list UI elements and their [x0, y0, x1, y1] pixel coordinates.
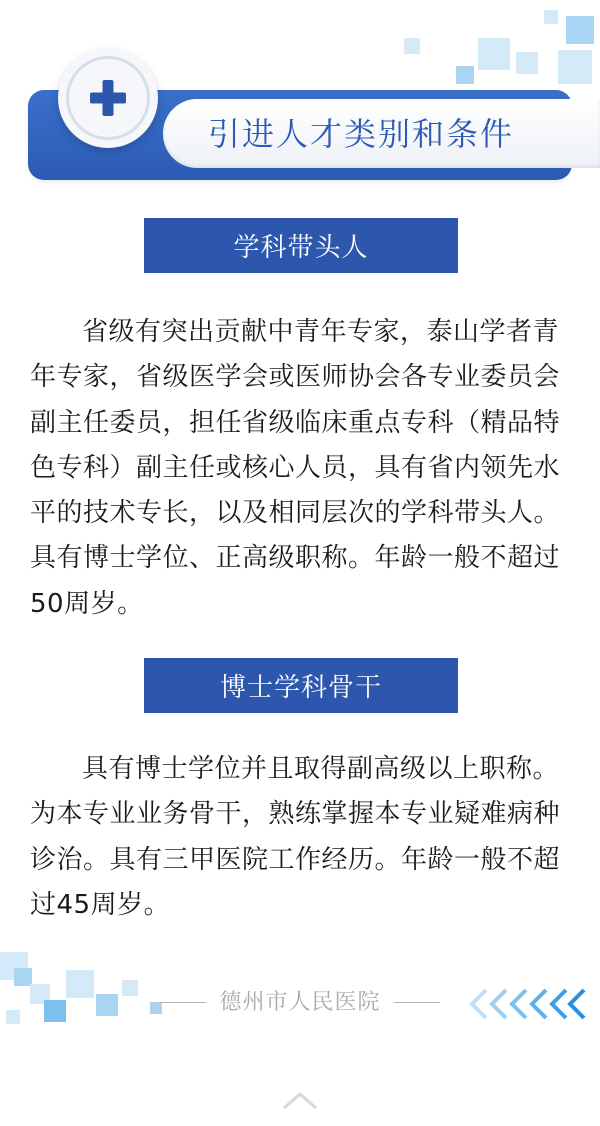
chevron-left-icon [466, 984, 586, 1024]
footer-divider-right [394, 1002, 440, 1003]
plus-badge [58, 48, 158, 148]
section-text-doctoral-backbone: 具有博士学位并且取得副高级以上职称。为本专业业务骨干，熟练掌握本专业疑难病种诊治。具有三甲医院工作经历。年龄一般不超过45周岁。 [30, 754, 561, 920]
page-title: 引进人才类别和条件 [208, 115, 515, 153]
section-label-doctoral-backbone: 博士学科骨干 [144, 658, 458, 713]
plus-icon [88, 78, 128, 118]
chevron-up-icon[interactable] [280, 1088, 320, 1112]
footer-org-name: 德州市人民医院 [219, 990, 381, 1015]
section-label-discipline-leader: 学科带头人 [144, 218, 458, 273]
section-text-discipline-leader: 省级有突出贡献中青年专家，泰山学者青年专家，省级医学会或医师协会各专业委员会副主任委员，担任省级临床重点专科（精品特色专科）副主任或核心人员，具有省内领先水平的技术专长，以及相同层次的学科带头人。具有博士学位、正高级职称。年龄一般不超过50周岁。 [30, 317, 561, 619]
